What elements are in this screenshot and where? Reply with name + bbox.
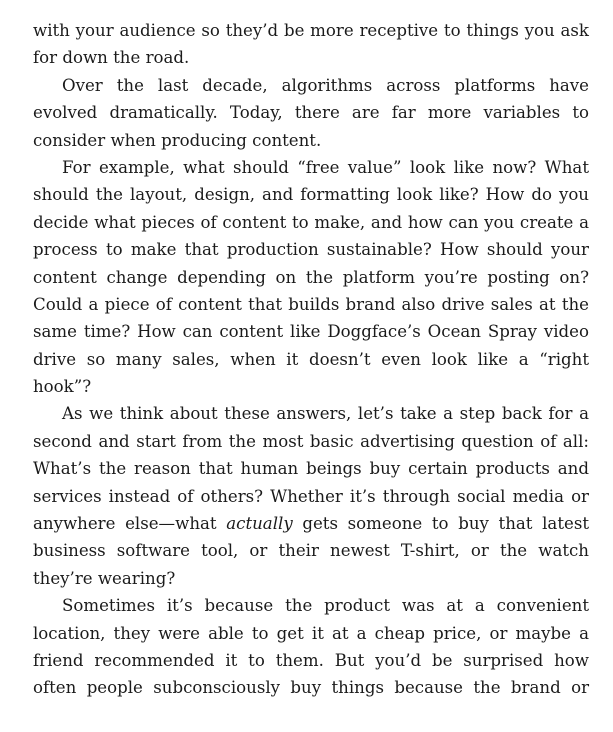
- text-line: Over the last decade, algorithms across platforms have: [62, 75, 589, 95]
- text-line: same time? How can content like Doggface’s Ocean Spray video: [33, 322, 589, 342]
- text-segment: anywhere else—what: [33, 514, 227, 534]
- text-line: decide what pieces of content to make, and how can you create a: [33, 212, 589, 232]
- text-line: business software tool, or their newest T-shirt, or the watch: [33, 541, 589, 561]
- text-line: location, they were able to get it at a cheap price, or maybe a: [33, 623, 589, 643]
- text-line: second and start from the most basic advertising question of all:: [33, 431, 589, 451]
- text-line: consider when producing content.: [33, 130, 322, 150]
- text-line: they’re wearing?: [33, 568, 176, 588]
- text-line: evolved dramatically. Today, there are far more variables to: [33, 103, 589, 123]
- text-line: with your audience so they’d be more receptive to things you ask: [33, 21, 589, 40]
- emphasized-word: actually: [226, 514, 293, 534]
- text-line: for down the road.: [33, 48, 190, 68]
- text-line: friend recommended it to them. But you’d be surprised how: [33, 650, 589, 670]
- text-line: drive so many sales, when it doesn’t even look like a “right: [33, 349, 589, 369]
- text-line: Sometimes it’s because the product was at a convenient: [62, 596, 589, 616]
- text-line: What’s the reason that human beings buy certain products and: [33, 459, 589, 479]
- text-line: hook”?: [33, 377, 92, 397]
- text-line: Could a piece of content that builds brand also drive sales at the: [33, 294, 589, 314]
- text-line: As we think about these answers, let’s take a step back for a: [62, 404, 589, 424]
- text-line: content change depending on the platform you’re posting on?: [33, 267, 589, 287]
- text-segment: gets someone to buy that latest: [292, 514, 589, 534]
- text-line: should the layout, design, and formatting look like? How do you: [33, 185, 589, 205]
- text-line: services instead of others? Whether it’s through social media or: [33, 486, 589, 506]
- text-line: For example, what should “free value” look like now? What: [62, 157, 589, 177]
- text-line: process to make that production sustainable? How should your: [33, 240, 589, 260]
- text-line: [33, 510, 589, 537]
- text-line: often people subconsciously buy things because the brand or: [33, 678, 589, 698]
